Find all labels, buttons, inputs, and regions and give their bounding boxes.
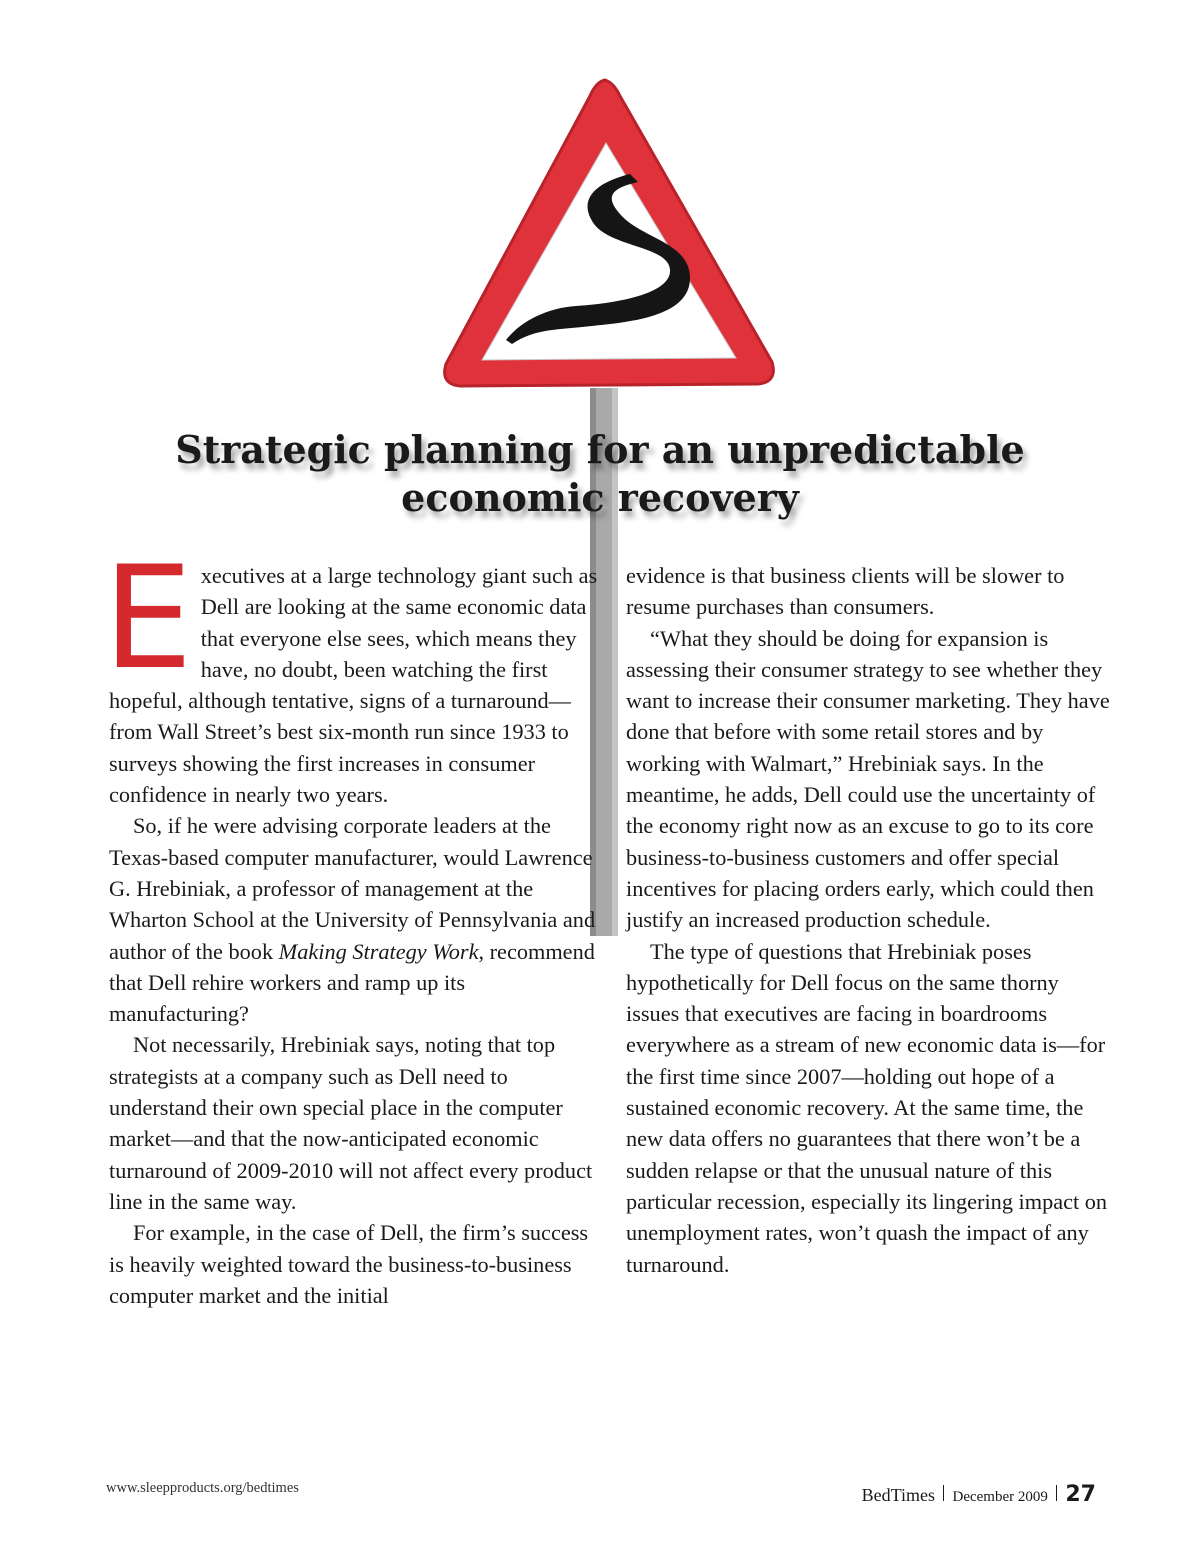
folio-divider	[943, 1485, 945, 1501]
headline-line-1: Strategic planning for an unpredictable	[175, 427, 1025, 472]
paragraph-7: The type of questions that Hrebiniak poses hypothetically for Dell focus on the same thorny issues that executives are facing in boardrooms everywhere as a stream of new economic data is—for the first time since 2007—holding out hope of a sustained economic recovery. At the same time, the new data offers no guarantees that there won’t be a sudden relapse or that the unusual nature of this particular recession, especially its lingering impact on unemployment rates, won’t quash the impact of any turnaround.	[626, 938, 1108, 1277]
paragraph-5: evidence is that business clients will be slower to resume purchases than consumers.	[626, 563, 1065, 620]
page-number: 27	[1065, 1482, 1096, 1507]
paragraph-6: “What they should be doing for expansion is assessing their consumer strategy to see whether they want to increase their consumer marketing. They have done that before with some retail stores and by working with Walmart,” Hrebiniak says. In the meantime, he adds, Dell could use the uncertainty of the economy right now as an excuse to go to its core business-to-business customers and offer special incentives for placing orders early, which could then justify an increased production schedule.	[626, 625, 1110, 933]
paragraph-2-text-b: , recommend that Dell rehire workers and ramp up its manufacturing?	[109, 938, 595, 1027]
headline-line-2: economic recovery	[401, 475, 799, 520]
footer-folio	[862, 1482, 1096, 1507]
article-headline	[100, 426, 1100, 522]
folio-divider	[1056, 1485, 1058, 1501]
paragraph-1-text: xecutives at a large technology giant such as Dell are looking at the same economic data that everyone else sees, which means they have, no doubt, been watching the first hopeful, although tentative, signs of a turnaround—from Wall Street’s best six-month run since 1933 to surveys showing the first increases in consumer confidence in nearly two years.	[109, 563, 598, 808]
footer-url: www.sleepproducts.org/bedtimes	[106, 1480, 299, 1496]
drop-cap: E	[103, 536, 193, 701]
right-column	[626, 560, 1116, 1280]
book-title: Making Strategy Work	[278, 938, 479, 964]
paragraph-1	[103, 536, 599, 810]
paragraph-4: For example, in the case of Dell, the firm’s success is heavily weighted toward the business-to-business computer market and the initial	[109, 1220, 589, 1308]
paragraph-2	[109, 810, 599, 1029]
paragraph-3: Not necessarily, Hrebiniak says, noting that top strategists at a company such as Dell need to understand their own special place in the computer market—and that the now-anticipated economic turnaround of 2009-2010 will not affect every product line in the same way.	[109, 1032, 593, 1214]
winding-road-warning-sign-icon	[445, 80, 774, 386]
publication-name: BedTimes	[861, 1485, 935, 1505]
paragraph-2-text-a: So, if he were advising corporate leaders at the Texas-based computer manufacturer, would Lawrence G. Hrebiniak, a professor of management at the Wharton School at the University of Pennsylvania and author of the book	[109, 813, 596, 964]
left-column	[103, 536, 599, 1311]
issue-date: December 2009	[952, 1489, 1048, 1505]
